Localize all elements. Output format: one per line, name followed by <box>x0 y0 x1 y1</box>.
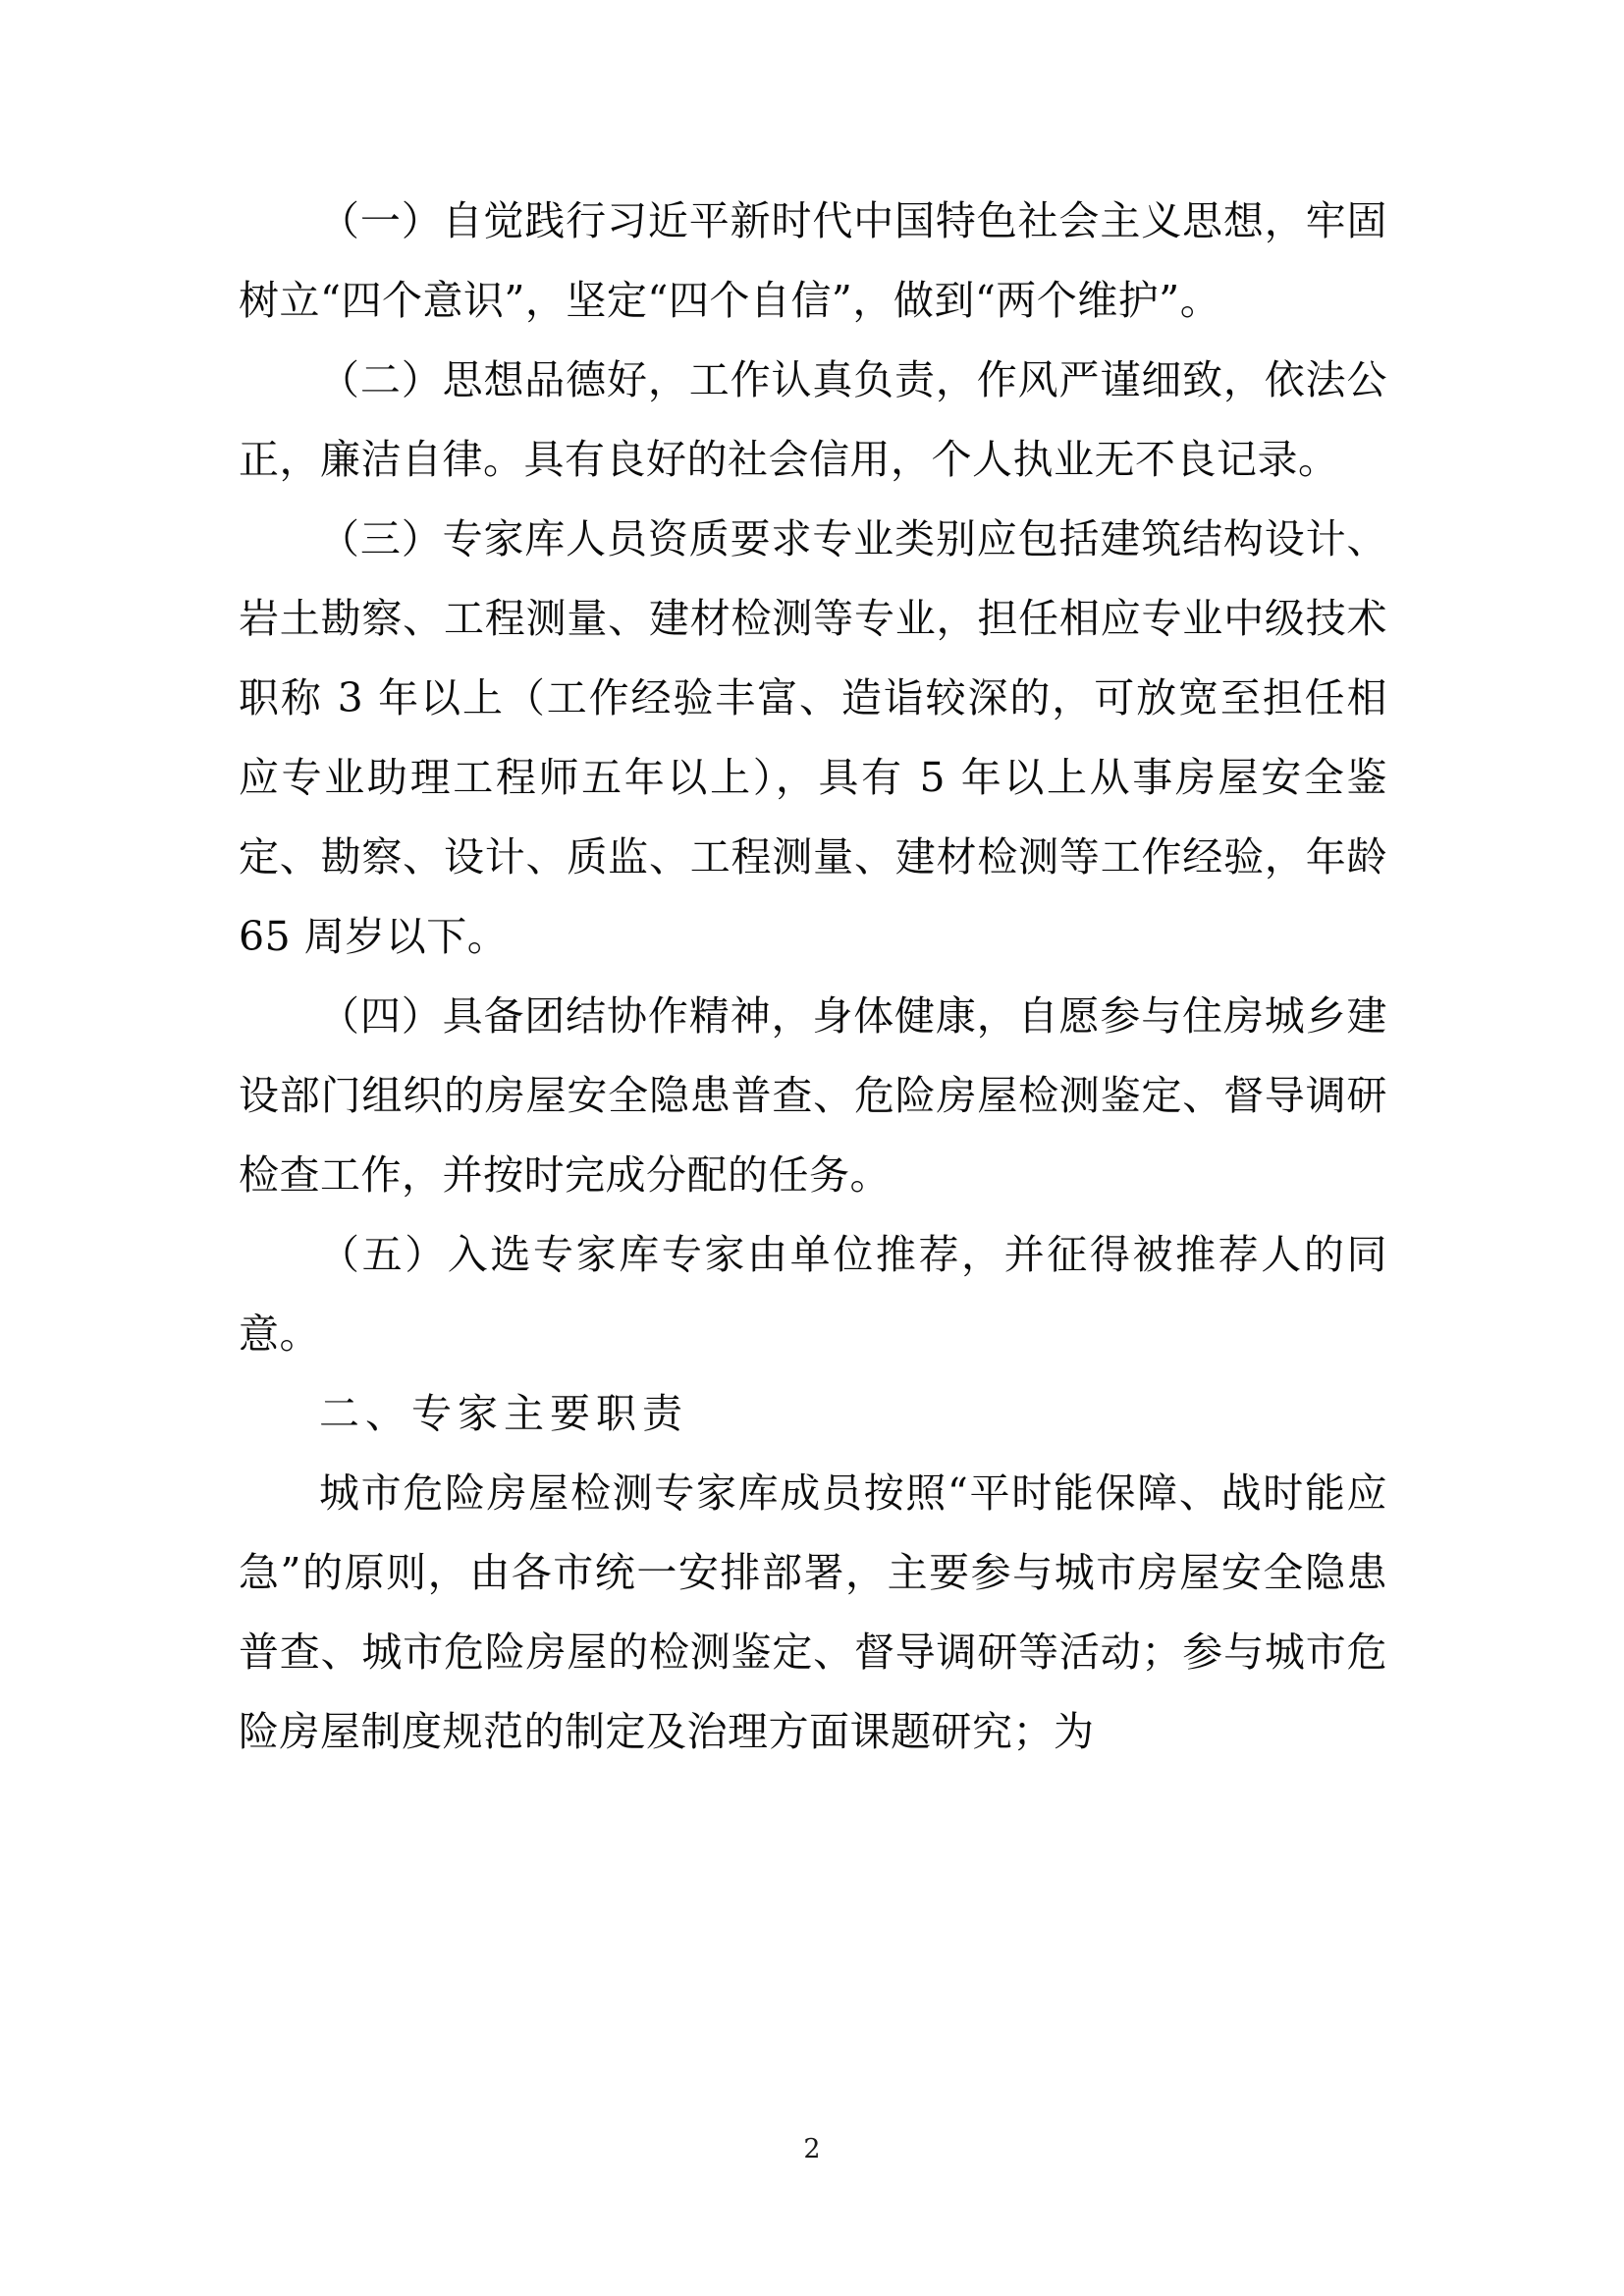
paragraph-section-2-body: 城市危险房屋检测专家库成员按照“平时能保障、战时能应急”的原则，由各市统一安排部署，主要参与城市房屋安全隐患普查、城市危险房屋的检测鉴定、督导调研等活动；参与城市危险房屋制度规范的制定及治理方面课题研究；为 <box>239 1469 1387 1755</box>
page-number: 2 <box>803 2134 821 2164</box>
paragraph-item-3: （三）专家库人员资质要求专业类别应包括建筑结构设计、岩土勘察、工程测量、建材检测等专业，担任相应专业中级技术职称 3 年以上（工作经验丰富、造诣较深的，可放宽至担任相应专业助理工程师五年以上），具有 5 年以上从事房屋安全鉴定、勘察、设计、质监、工程测量、建材检测等工作经验，年龄 65 周岁以下。 <box>239 515 1387 960</box>
paragraph-item-2: （二）思想品德好，工作认真负责，作风严谨细致，依法公正，廉洁自律。具有良好的社会信用，个人执业无不良记录。 <box>239 356 1387 483</box>
paragraph-item-1: （一）自觉践行习近平新时代中国特色社会主义思想，牢固树立“四个意识”，坚定“四个自信”，做到“两个维护”。 <box>239 197 1387 324</box>
paragraph-item-5: （五）入选专家库专家由单位推荐，并征得被推荐人的同意。 <box>239 1231 1387 1358</box>
paragraph-item-4: （四）具备团结协作精神，身体健康，自愿参与住房城乡建设部门组织的房屋安全隐患普查、危险房屋检测鉴定、督导调研检查工作，并按时完成分配的任务。 <box>239 992 1387 1199</box>
section-heading: 二、专家主要职责 <box>319 1390 688 1437</box>
document-body <box>239 182 1387 1772</box>
